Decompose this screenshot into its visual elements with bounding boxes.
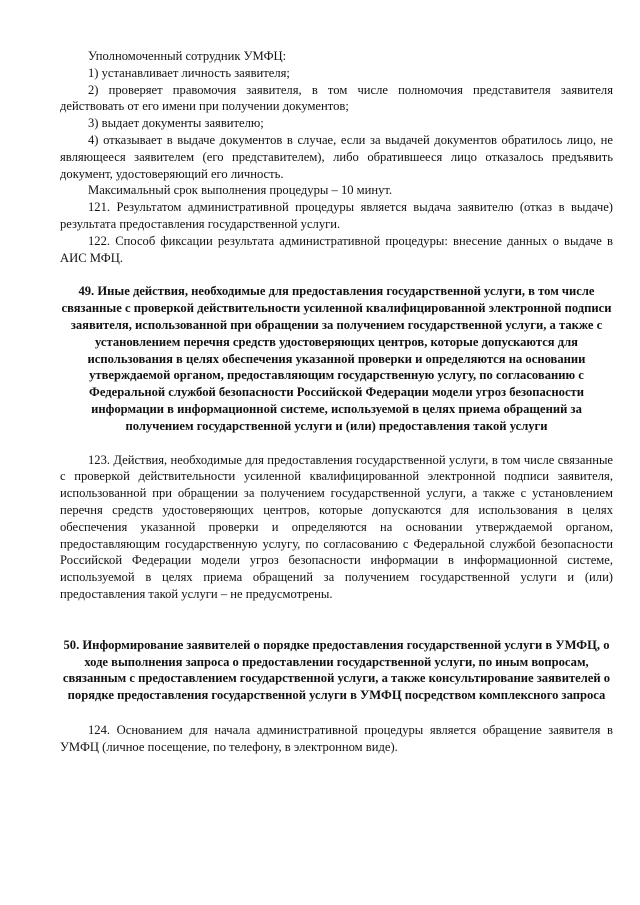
duty-item-1: 1) устанавливает личность заявителя; — [88, 65, 290, 80]
section-50-heading: 50. Информирование заявителей о порядке предоставления государственной услуги в УМФЦ, о ходе выполнения запроса о предоставлении государственной услуги, по иным вопросам, связанным с предоставлением государственной услуги, а также консультирование заявителей о порядке предоставления государственной услуги в УМФЦ посредством комплексного запроса — [62, 637, 611, 703]
spacer — [60, 603, 613, 637]
spacer — [60, 266, 613, 283]
duty-item-4: 4) отказывает в выдаче документов в случае, если за выдачей документов обратилось лицо, не являющееся заявителем (его представителем), либо обратившееся лицо отказалось предъявить документ, удостоверяющий его личность. — [60, 132, 613, 181]
max-duration-text: Максимальный срок выполнения процедуры – 10 минут. — [88, 183, 393, 198]
paragraph-122: 122. Способ фиксации результата административной процедуры: внесение данных о выдаче в АИС МФЦ. — [60, 233, 613, 265]
document-page — [60, 48, 613, 755]
duty-item-2: 2) проверяет правомочия заявителя, в том числе полномочия представителя заявителя действовать от его имени при получении документов; — [60, 82, 613, 114]
paragraph-121: 121. Результатом административной процедуры является выдача заявителю (отказ в выдаче) результата предоставления государственной услуги. — [60, 200, 613, 231]
spacer — [60, 704, 613, 722]
paragraph-123: 123. Действия, необходимые для предоставления государственной услуги, в том числе связанные с проверкой действительности усиленной квалифицированной электронной подписи заявителя, использованной при обращении за получением государственной услуги, а также с установлением перечня средств удостоверяющих центров, которые допускаются для использования в целях обеспечения указанной проверки и определяются на основании утверждаемой органом, предоставляющим государственную услугу, по согласованию с Федеральной службой безопасности Российской Федерации модели угроз безопасности информации в информационной системе, используемой в целях приема обращений за получением государственной услуги и (или) предоставления такой услуги – не предусмотрены. — [60, 452, 613, 601]
section-49-heading: 49. Иные действия, необходимые для предоставления государственной услуги, в том числе связанные с проверкой действительности усиленной квалифицированной электронной подписи заявителя, использованной при обращении за получением государственной услуги, а также с установлением перечня средств удостоверяющих центров, которые допускаются для использования в целях обеспечения указанной проверки и определяются на основании утверждаемой органом, предоставляющим государственную услугу, по согласованию с Федеральной службой безопасности Российской Федерации модели угроз безопасности информации в информационной системе, используемой в целях приема обращений за получением государственной услуги и (или) предоставления такой услуги — [61, 284, 612, 433]
officer-duties-lead: Уполномоченный сотрудник УМФЦ: — [88, 49, 287, 63]
paragraph-124: 124. Основанием для начала административной процедуры является обращение заявителя в УМФЦ (личное посещение, по телефону, в электронном виде). — [60, 722, 613, 754]
duty-item-3: 3) выдает документы заявителю; — [88, 116, 264, 131]
spacer — [60, 435, 613, 452]
